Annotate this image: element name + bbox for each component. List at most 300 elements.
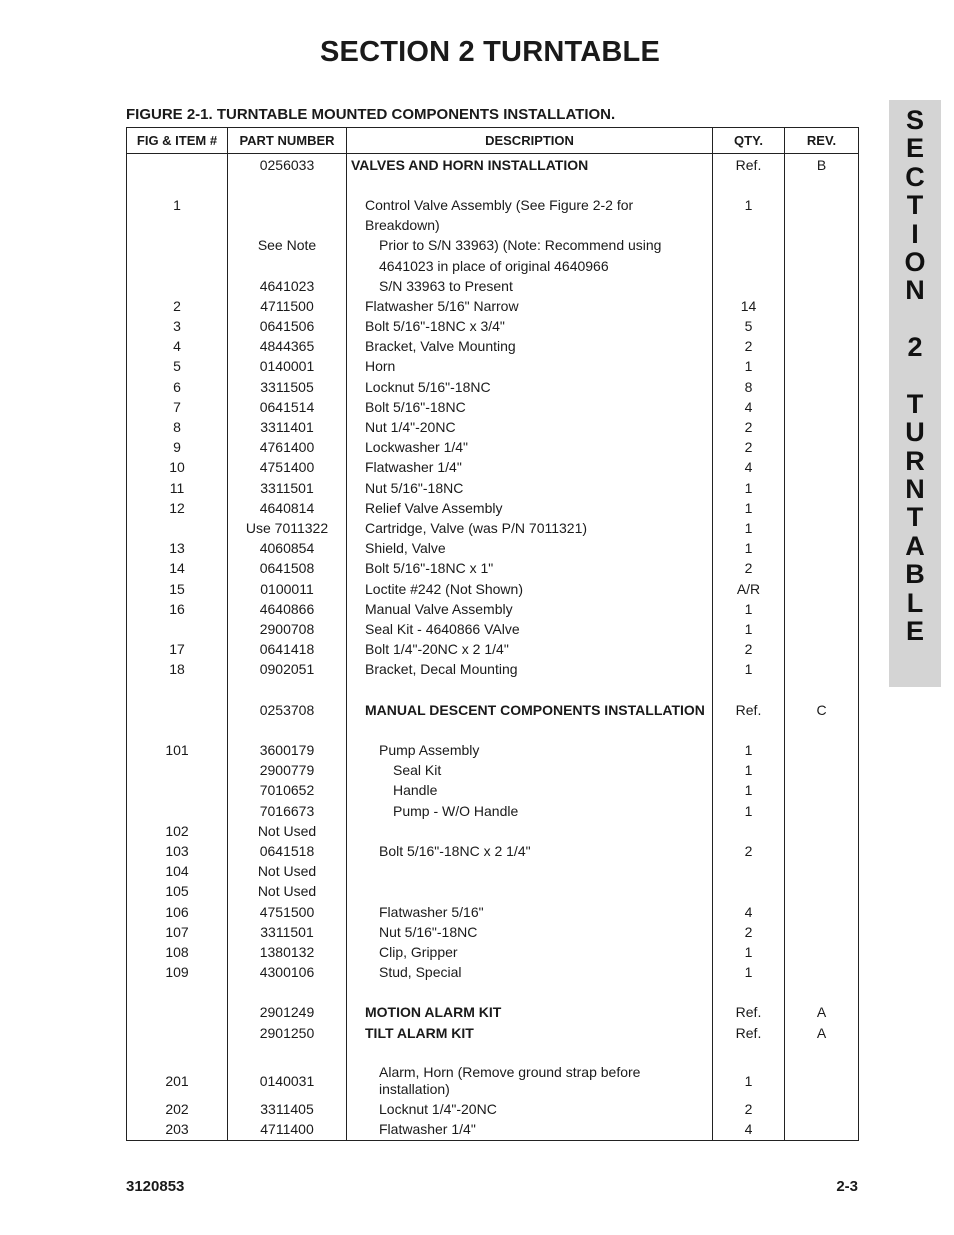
- table-row: [127, 195, 859, 215]
- header-qty: QTY.: [713, 128, 785, 154]
- description-cell: Prior to S/N 33963) (Note: Recommend using: [347, 236, 713, 256]
- description-cell: MANUAL DESCENT COMPONENTS INSTALLATION: [347, 700, 713, 720]
- part-number-cell: 0902051: [228, 660, 347, 680]
- description-cell: [347, 882, 713, 902]
- fig-item-cell: [127, 720, 228, 740]
- fig-item-cell: 12: [127, 498, 228, 518]
- fig-item-cell: [127, 761, 228, 781]
- table-row: [127, 841, 859, 861]
- table-row: [127, 619, 859, 639]
- description-cell: Flatwasher 1/4": [347, 1120, 713, 1141]
- qty-cell: [713, 882, 785, 902]
- table-row: [127, 821, 859, 841]
- part-number-cell: 4844365: [228, 337, 347, 357]
- rev-cell: [785, 216, 859, 236]
- part-number-cell: 2900779: [228, 761, 347, 781]
- description-cell: Shield, Valve: [347, 539, 713, 559]
- fig-item-cell: [127, 276, 228, 296]
- rev-cell: [785, 195, 859, 215]
- part-number-cell: [228, 256, 347, 276]
- table-row: [127, 801, 859, 821]
- fig-item-cell: [127, 700, 228, 720]
- fig-item-cell: [127, 1023, 228, 1043]
- table-row: [127, 498, 859, 518]
- description-cell: Manual Valve Assembly: [347, 599, 713, 619]
- rev-cell: [785, 397, 859, 417]
- table-row: [127, 983, 859, 1003]
- description-cell: Seal Kit: [347, 761, 713, 781]
- fig-item-cell: [127, 619, 228, 639]
- description-cell: 4641023 in place of original 4640966: [347, 256, 713, 276]
- fig-item-cell: 105: [127, 882, 228, 902]
- table-row: [127, 922, 859, 942]
- table-header-row: [127, 128, 859, 154]
- qty-cell: 1: [713, 781, 785, 801]
- fig-item-cell: 10: [127, 458, 228, 478]
- fig-item-cell: 14: [127, 559, 228, 579]
- fig-item-cell: 108: [127, 942, 228, 962]
- table-row: [127, 720, 859, 740]
- rev-cell: [785, 498, 859, 518]
- part-number-cell: 0641418: [228, 640, 347, 660]
- qty-cell: Ref.: [713, 1023, 785, 1043]
- fig-item-cell: 3: [127, 317, 228, 337]
- fig-item-cell: 203: [127, 1120, 228, 1141]
- table-row: [127, 317, 859, 337]
- side-tab-letter: T: [906, 502, 924, 533]
- part-number-cell: Not Used: [228, 862, 347, 882]
- description-cell: Lockwasher 1/4": [347, 438, 713, 458]
- side-tab-letter: U: [905, 417, 925, 448]
- description-cell: Control Valve Assembly (See Figure 2-2 for: [347, 195, 713, 215]
- qty-cell: 4: [713, 458, 785, 478]
- description-cell: Bolt 1/4"-20NC x 2 1/4": [347, 640, 713, 660]
- description-cell: Flatwasher 5/16" Narrow: [347, 296, 713, 316]
- rev-cell: A: [785, 1003, 859, 1023]
- header-part-number: PART NUMBER: [228, 128, 347, 154]
- part-number-cell: 4711400: [228, 1120, 347, 1141]
- fig-item-cell: 4: [127, 337, 228, 357]
- qty-cell: 1: [713, 942, 785, 962]
- side-tab-letter: T: [906, 388, 924, 419]
- qty-cell: [713, 983, 785, 1003]
- qty-cell: [713, 680, 785, 700]
- fig-item-cell: 202: [127, 1099, 228, 1119]
- qty-cell: 2: [713, 417, 785, 437]
- qty-cell: 1: [713, 518, 785, 538]
- rev-cell: [785, 983, 859, 1003]
- qty-cell: 1: [713, 801, 785, 821]
- part-number-cell: 0641506: [228, 317, 347, 337]
- footer-doc-number: 3120853: [126, 1178, 185, 1195]
- rev-cell: [785, 640, 859, 660]
- qty-cell: 2: [713, 559, 785, 579]
- rev-cell: C: [785, 700, 859, 720]
- qty-cell: [713, 720, 785, 740]
- side-tab-letter: R: [905, 445, 925, 476]
- rev-cell: [785, 236, 859, 256]
- rev-cell: [785, 1043, 859, 1063]
- part-number-cell: 0140031: [228, 1063, 347, 1099]
- part-number-cell: 3311505: [228, 377, 347, 397]
- table-row: [127, 1120, 859, 1141]
- rev-cell: [785, 862, 859, 882]
- table-row: [127, 518, 859, 538]
- parts-table-body: [127, 154, 859, 1141]
- part-number-cell: 2900708: [228, 619, 347, 639]
- description-cell: [347, 175, 713, 195]
- side-tab-letter: T: [906, 190, 924, 221]
- part-number-cell: 4641023: [228, 276, 347, 296]
- qty-cell: Ref.: [713, 700, 785, 720]
- qty-cell: [713, 216, 785, 236]
- part-number-cell: 2901249: [228, 1003, 347, 1023]
- qty-cell: 1: [713, 498, 785, 518]
- fig-item-cell: 8: [127, 417, 228, 437]
- qty-cell: 1: [713, 660, 785, 680]
- qty-cell: 2: [713, 337, 785, 357]
- rev-cell: [785, 337, 859, 357]
- part-number-cell: [228, 216, 347, 236]
- qty-cell: 1: [713, 963, 785, 983]
- description-cell: Loctite #242 (Not Shown): [347, 579, 713, 599]
- fig-item-cell: [127, 680, 228, 700]
- table-row: [127, 559, 859, 579]
- side-tab-letter: L: [906, 587, 924, 618]
- fig-item-cell: [127, 256, 228, 276]
- rev-cell: B: [785, 154, 859, 176]
- table-row: [127, 256, 859, 276]
- description-cell: MOTION ALARM KIT: [347, 1003, 713, 1023]
- part-number-cell: 4751400: [228, 458, 347, 478]
- qty-cell: 1: [713, 761, 785, 781]
- fig-item-cell: 1: [127, 195, 228, 215]
- qty-cell: 4: [713, 902, 785, 922]
- qty-cell: [713, 821, 785, 841]
- section-side-tab: [889, 100, 941, 687]
- description-cell: Bolt 5/16"-18NC x 3/4": [347, 317, 713, 337]
- fig-item-cell: 9: [127, 438, 228, 458]
- rev-cell: [785, 599, 859, 619]
- figure-title: FIGURE 2-1. TURNTABLE MOUNTED COMPONENTS INSTALLATION.: [126, 106, 616, 123]
- table-row: [127, 539, 859, 559]
- part-number-cell: 0256033: [228, 154, 347, 176]
- side-tab-letter: N: [905, 474, 925, 505]
- table-row: [127, 438, 859, 458]
- fig-item-cell: 5: [127, 357, 228, 377]
- description-cell: Bracket, Decal Mounting: [347, 660, 713, 680]
- fig-item-cell: [127, 518, 228, 538]
- fig-item-cell: 11: [127, 478, 228, 498]
- table-row: [127, 700, 859, 720]
- table-row: [127, 761, 859, 781]
- part-number-cell: Use 7011322: [228, 518, 347, 538]
- fig-item-cell: 18: [127, 660, 228, 680]
- fig-item-cell: [127, 236, 228, 256]
- rev-cell: [785, 963, 859, 983]
- description-cell: Breakdown): [347, 216, 713, 236]
- description-cell: Pump - W/O Handle: [347, 801, 713, 821]
- qty-cell: 2: [713, 1099, 785, 1119]
- part-number-cell: 7016673: [228, 801, 347, 821]
- table-row: [127, 397, 859, 417]
- table-row: [127, 781, 859, 801]
- table-row: [127, 458, 859, 478]
- header-description: DESCRIPTION: [347, 128, 713, 154]
- side-tab-letter: 2: [907, 332, 923, 363]
- side-tab-letter: E: [905, 133, 924, 164]
- part-number-cell: 0140001: [228, 357, 347, 377]
- fig-item-cell: 201: [127, 1063, 228, 1099]
- part-number-cell: 3311405: [228, 1099, 347, 1119]
- fig-item-cell: 6: [127, 377, 228, 397]
- table-row: [127, 660, 859, 680]
- part-number-cell: 3311501: [228, 922, 347, 942]
- part-number-cell: 7010652: [228, 781, 347, 801]
- qty-cell: [713, 236, 785, 256]
- part-number-cell: 4640866: [228, 599, 347, 619]
- part-number-cell: 2901250: [228, 1023, 347, 1043]
- rev-cell: [785, 680, 859, 700]
- qty-cell: [713, 862, 785, 882]
- rev-cell: [785, 922, 859, 942]
- table-row: [127, 357, 859, 377]
- fig-item-cell: [127, 216, 228, 236]
- fig-item-cell: [127, 154, 228, 176]
- rev-cell: [785, 478, 859, 498]
- qty-cell: 1: [713, 357, 785, 377]
- description-cell: Stud, Special: [347, 963, 713, 983]
- qty-cell: 1: [713, 195, 785, 215]
- part-number-cell: [228, 195, 347, 215]
- part-number-cell: Not Used: [228, 882, 347, 902]
- description-cell: S/N 33963 to Present: [347, 276, 713, 296]
- qty-cell: 4: [713, 1120, 785, 1141]
- rev-cell: [785, 438, 859, 458]
- description-cell: Bracket, Valve Mounting: [347, 337, 713, 357]
- qty-cell: Ref.: [713, 1003, 785, 1023]
- fig-item-cell: [127, 1043, 228, 1063]
- side-tab-letter: C: [905, 161, 925, 192]
- part-number-cell: See Note: [228, 236, 347, 256]
- fig-item-cell: [127, 781, 228, 801]
- rev-cell: [785, 317, 859, 337]
- part-number-cell: 1380132: [228, 942, 347, 962]
- fig-item-cell: [127, 801, 228, 821]
- qty-cell: 1: [713, 619, 785, 639]
- part-number-cell: 0100011: [228, 579, 347, 599]
- footer-page-number: 2-3: [836, 1178, 858, 1195]
- rev-cell: [785, 175, 859, 195]
- table-row: [127, 236, 859, 256]
- table-row: [127, 862, 859, 882]
- fig-item-cell: 107: [127, 922, 228, 942]
- part-number-cell: 3311501: [228, 478, 347, 498]
- table-row: [127, 175, 859, 195]
- rev-cell: [785, 801, 859, 821]
- table-row: [127, 1023, 859, 1043]
- qty-cell: 2: [713, 841, 785, 861]
- fig-item-cell: 103: [127, 841, 228, 861]
- table-row: [127, 154, 859, 176]
- rev-cell: [785, 539, 859, 559]
- table-row: [127, 1099, 859, 1119]
- description-cell: [347, 1043, 713, 1063]
- header-fig-item: FIG & ITEM #: [127, 128, 228, 154]
- description-cell: Locknut 1/4"-20NC: [347, 1099, 713, 1119]
- rev-cell: [785, 458, 859, 478]
- description-cell: VALVES AND HORN INSTALLATION: [347, 154, 713, 176]
- table-row: [127, 377, 859, 397]
- description-cell: [347, 983, 713, 1003]
- table-row: [127, 882, 859, 902]
- rev-cell: [785, 518, 859, 538]
- fig-item-cell: 106: [127, 902, 228, 922]
- description-cell: Relief Valve Assembly: [347, 498, 713, 518]
- rev-cell: [785, 761, 859, 781]
- rev-cell: [785, 619, 859, 639]
- description-cell: Horn: [347, 357, 713, 377]
- fig-item-cell: [127, 983, 228, 1003]
- part-number-cell: Not Used: [228, 821, 347, 841]
- qty-cell: 1: [713, 478, 785, 498]
- description-cell: Clip, Gripper: [347, 942, 713, 962]
- part-number-cell: 0641508: [228, 559, 347, 579]
- fig-item-cell: 101: [127, 740, 228, 760]
- table-row: [127, 942, 859, 962]
- table-row: [127, 902, 859, 922]
- table-row: [127, 579, 859, 599]
- side-tab-letter: I: [911, 218, 919, 249]
- rev-cell: [785, 276, 859, 296]
- side-tab-letter: A: [905, 530, 925, 561]
- fig-item-cell: 109: [127, 963, 228, 983]
- table-row: [127, 1063, 859, 1099]
- qty-cell: A/R: [713, 579, 785, 599]
- rev-cell: [785, 841, 859, 861]
- rev-cell: [785, 660, 859, 680]
- qty-cell: 2: [713, 438, 785, 458]
- part-number-cell: 0641518: [228, 841, 347, 861]
- table-row: [127, 963, 859, 983]
- side-tab-letter: O: [904, 246, 926, 277]
- part-number-cell: 4060854: [228, 539, 347, 559]
- rev-cell: [785, 256, 859, 276]
- part-number-cell: 4640814: [228, 498, 347, 518]
- qty-cell: 1: [713, 1063, 785, 1099]
- description-cell: Cartridge, Valve (was P/N 7011321): [347, 518, 713, 538]
- description-cell: Alarm, Horn (Remove ground strap before installation): [347, 1063, 713, 1099]
- rev-cell: [785, 559, 859, 579]
- fig-item-cell: [127, 175, 228, 195]
- fig-item-cell: 2: [127, 296, 228, 316]
- rev-cell: [785, 357, 859, 377]
- description-cell: TILT ALARM KIT: [347, 1023, 713, 1043]
- table-row: [127, 640, 859, 660]
- rev-cell: [785, 942, 859, 962]
- part-number-cell: [228, 175, 347, 195]
- description-cell: Seal Kit - 4640866 VAlve: [347, 619, 713, 639]
- description-cell: [347, 680, 713, 700]
- description-cell: Flatwasher 1/4": [347, 458, 713, 478]
- part-number-cell: [228, 1043, 347, 1063]
- table-row: [127, 680, 859, 700]
- fig-item-cell: 17: [127, 640, 228, 660]
- rev-cell: [785, 296, 859, 316]
- rev-cell: [785, 882, 859, 902]
- fig-item-cell: 104: [127, 862, 228, 882]
- part-number-cell: [228, 983, 347, 1003]
- table-row: [127, 478, 859, 498]
- qty-cell: 14: [713, 296, 785, 316]
- fig-item-cell: 16: [127, 599, 228, 619]
- qty-cell: Ref.: [713, 154, 785, 176]
- fig-item-cell: 7: [127, 397, 228, 417]
- qty-cell: 1: [713, 599, 785, 619]
- part-number-cell: [228, 720, 347, 740]
- table-row: [127, 276, 859, 296]
- table-row: [127, 740, 859, 760]
- table-row: [127, 337, 859, 357]
- description-cell: [347, 720, 713, 740]
- part-number-cell: 4751500: [228, 902, 347, 922]
- rev-cell: [785, 720, 859, 740]
- description-cell: Locknut 5/16"-18NC: [347, 377, 713, 397]
- header-rev: REV.: [785, 128, 859, 154]
- table-row: [127, 216, 859, 236]
- qty-cell: 1: [713, 539, 785, 559]
- fig-item-cell: 13: [127, 539, 228, 559]
- description-cell: Pump Assembly: [347, 740, 713, 760]
- description-cell: Flatwasher 5/16": [347, 902, 713, 922]
- qty-cell: 2: [713, 922, 785, 942]
- part-number-cell: 3311401: [228, 417, 347, 437]
- rev-cell: [785, 1120, 859, 1141]
- fig-item-cell: [127, 1003, 228, 1023]
- description-cell: Bolt 5/16"-18NC x 1": [347, 559, 713, 579]
- qty-cell: [713, 175, 785, 195]
- table-row: [127, 417, 859, 437]
- part-number-cell: 4761400: [228, 438, 347, 458]
- side-tab-letter: B: [905, 559, 925, 590]
- part-number-cell: [228, 680, 347, 700]
- rev-cell: [785, 1099, 859, 1119]
- qty-cell: 2: [713, 640, 785, 660]
- qty-cell: [713, 276, 785, 296]
- part-number-cell: 3600179: [228, 740, 347, 760]
- rev-cell: [785, 579, 859, 599]
- description-cell: Bolt 5/16"-18NC x 2 1/4": [347, 841, 713, 861]
- table-row: [127, 599, 859, 619]
- table-row: [127, 1043, 859, 1063]
- part-number-cell: 4711500: [228, 296, 347, 316]
- qty-cell: 8: [713, 377, 785, 397]
- side-tab-letter: N: [905, 275, 925, 306]
- part-number-cell: 0253708: [228, 700, 347, 720]
- parts-table: [126, 127, 859, 1141]
- qty-cell: [713, 256, 785, 276]
- table-row: [127, 1003, 859, 1023]
- page-title: SECTION 2 TURNTABLE: [320, 36, 660, 68]
- table-row: [127, 296, 859, 316]
- qty-cell: 5: [713, 317, 785, 337]
- description-cell: [347, 821, 713, 841]
- fig-item-cell: 15: [127, 579, 228, 599]
- description-cell: Handle: [347, 781, 713, 801]
- rev-cell: [785, 377, 859, 397]
- description-cell: Nut 1/4"-20NC: [347, 417, 713, 437]
- rev-cell: [785, 902, 859, 922]
